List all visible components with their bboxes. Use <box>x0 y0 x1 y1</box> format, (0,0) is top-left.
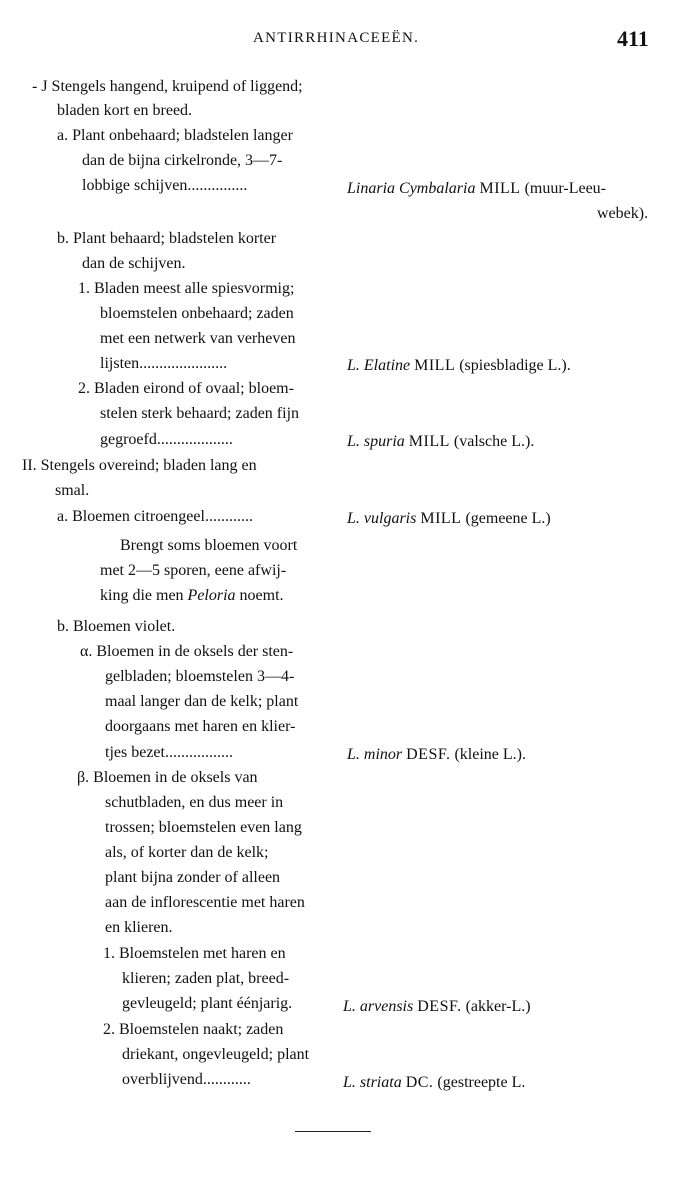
section-divider <box>295 1131 371 1132</box>
species-name: L. vulgaris MILL (gemeene L.) <box>347 510 551 527</box>
key-line: dan de bijna cirkelronde, 3—7- <box>82 152 283 169</box>
note-line: king die men Peloria noemt. <box>100 587 284 604</box>
key-line: α. Bloemen in de oksels der sten- <box>80 643 294 660</box>
key-line: tjes bezet................. <box>105 744 233 761</box>
key-line: en klieren. <box>105 919 173 936</box>
key-line: b. Plant behaard; bladstelen korter <box>57 230 277 247</box>
page-number: 411 <box>617 26 649 51</box>
key-line: 1. Bladen meest alle spiesvormig; <box>78 280 295 297</box>
key-line: doorgaans met haren en klier- <box>105 718 296 735</box>
key-line: lijsten...................... <box>100 355 228 372</box>
key-line: 1. Bloemstelen met haren en <box>103 945 286 962</box>
species-name: L. minor DESF. (kleine L.). <box>347 746 526 763</box>
key-line: maal langer dan de kelk; plant <box>105 693 299 710</box>
key-line: 2. Bladen eirond of ovaal; bloem- <box>78 380 294 397</box>
species-name: Linaria Cymbalaria MILL (muur-Leeu- <box>347 180 606 197</box>
key-line: β. Bloemen in de oksels van <box>77 769 258 786</box>
note-line: met 2—5 sporen, eene afwij- <box>100 562 287 579</box>
key-line: gegroefd................... <box>100 431 233 448</box>
key-line: klieren; zaden plat, breed- <box>122 970 290 987</box>
key-line: trossen; bloemstelen even lang <box>105 819 302 836</box>
species-name: L. spuria MILL (valsche L.). <box>347 433 535 450</box>
key-line: driekant, ongevleugeld; plant <box>122 1046 310 1063</box>
key-line: plant bijna zonder of alleen <box>105 869 281 886</box>
key-line: webek). <box>597 205 649 222</box>
key-line: a. Bloemen citroengeel............ <box>57 508 253 525</box>
key-line: met een netwerk van verheven <box>100 330 296 347</box>
key-line: dan de schijven. <box>82 255 186 272</box>
key-line: smal. <box>55 482 90 499</box>
key-line: overblijvend............ <box>122 1071 251 1088</box>
species-name: L. arvensis DESF. (akker-L.) <box>343 998 531 1015</box>
species-name: L. Elatine MILL (spiesbladige L.). <box>347 357 571 374</box>
key-line: II. Stengels overeind; bladen lang en <box>22 457 257 474</box>
key-line: gelbladen; bloemstelen 3—4- <box>105 668 295 685</box>
key-line: b. Bloemen violet. <box>57 618 176 635</box>
key-line: gevleugeld; plant éénjarig. <box>122 995 293 1012</box>
key-line: bladen kort en breed. <box>57 102 193 119</box>
key-line: als, of korter dan de kelk; <box>105 844 269 861</box>
species-name: L. striata DC. (gestreepte L. <box>343 1074 526 1091</box>
note-line: Brengt soms bloemen voort <box>120 537 298 554</box>
key-line: stelen sterk behaard; zaden fijn <box>100 405 300 422</box>
key-line: aan de inflorescentie met haren <box>105 894 305 911</box>
key-line: schutbladen, en dus meer in <box>105 794 284 811</box>
key-line: a. Plant onbehaard; bladstelen langer <box>57 127 293 144</box>
key-line: - J Stengels hangend, kruipend of liggend; <box>32 78 303 95</box>
running-header: ANTIRRHINACEEËN. <box>253 30 420 46</box>
key-line: 2. Bloemstelen naakt; zaden <box>103 1021 284 1038</box>
key-line: lobbige schijven............... <box>82 177 248 194</box>
key-line: bloemstelen onbehaard; zaden <box>100 305 294 322</box>
